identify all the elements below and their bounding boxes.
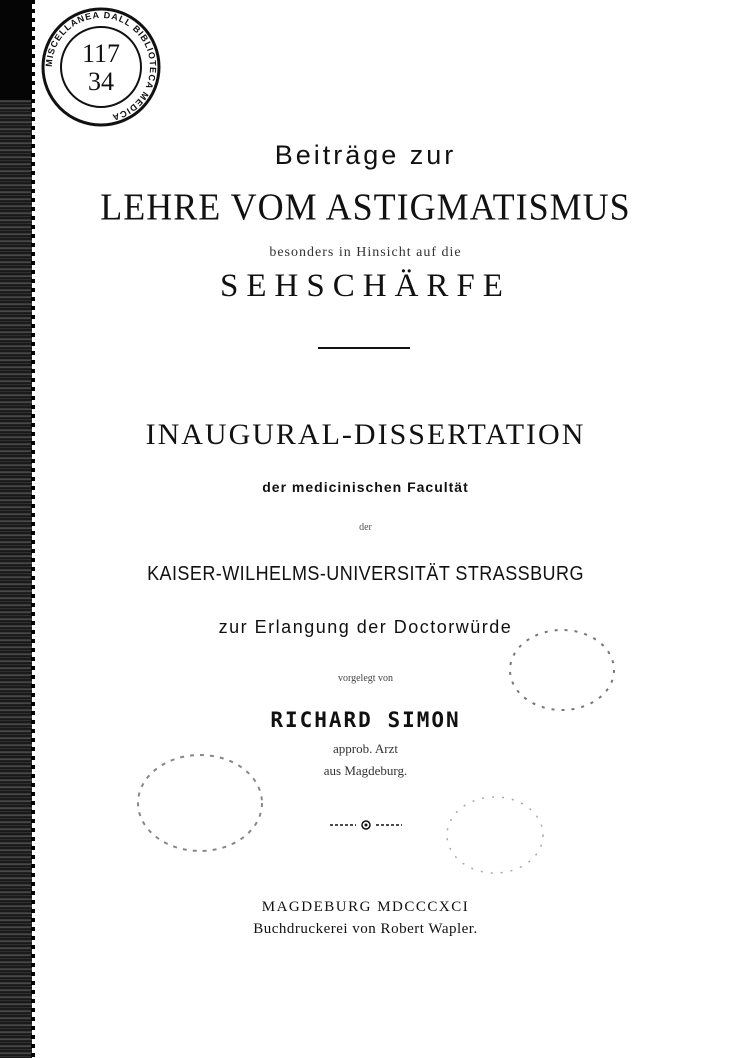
ornament-divider: [330, 818, 402, 832]
title-line-3: besonders in Hinsicht auf die: [269, 245, 462, 260]
binding-mark: [0, 0, 32, 100]
author-name: RICHARD SIMON: [270, 708, 461, 732]
faint-stamp-left: [130, 748, 270, 858]
stamp-number-bottom: 34: [88, 67, 114, 96]
library-stamp: [40, 6, 162, 128]
faint-stamp-lower: [440, 790, 550, 880]
stamp-number-top: 117: [81, 39, 121, 68]
imprint-printer: Buchdruckerei von Robert Wapler.: [253, 921, 478, 937]
author-origin: aus Magdeburg.: [323, 763, 408, 778]
der-line: der: [359, 522, 372, 533]
title-divider: [318, 347, 410, 349]
faint-stamp-right: [505, 625, 620, 715]
stamp-ring-text: MISCELLANEA DALL BIBLIOTECA MEDICA: [43, 9, 159, 123]
author-title: approb. Arzt: [333, 741, 398, 756]
title-line-1: Beiträge zur: [274, 140, 457, 170]
presented-by-line: vorgelegt von: [337, 673, 394, 684]
faculty-line: der medicinischen Facultät: [262, 479, 469, 495]
university-line: KAISER-WILHELMS-UNIVERSITÄT STRASSBURG: [147, 563, 584, 585]
title-main: LEHRE VOM ASTIGMATISMUS: [100, 186, 631, 228]
title-subject: SEHSCHÄRFE: [220, 268, 511, 304]
dissertation-heading: INAUGURAL-DISSERTATION: [145, 418, 586, 451]
purpose-line: zur Erlangung der Doctorwürde: [218, 617, 513, 637]
imprint-place-year: MAGDEBURG MDCCCXCI: [261, 899, 470, 915]
